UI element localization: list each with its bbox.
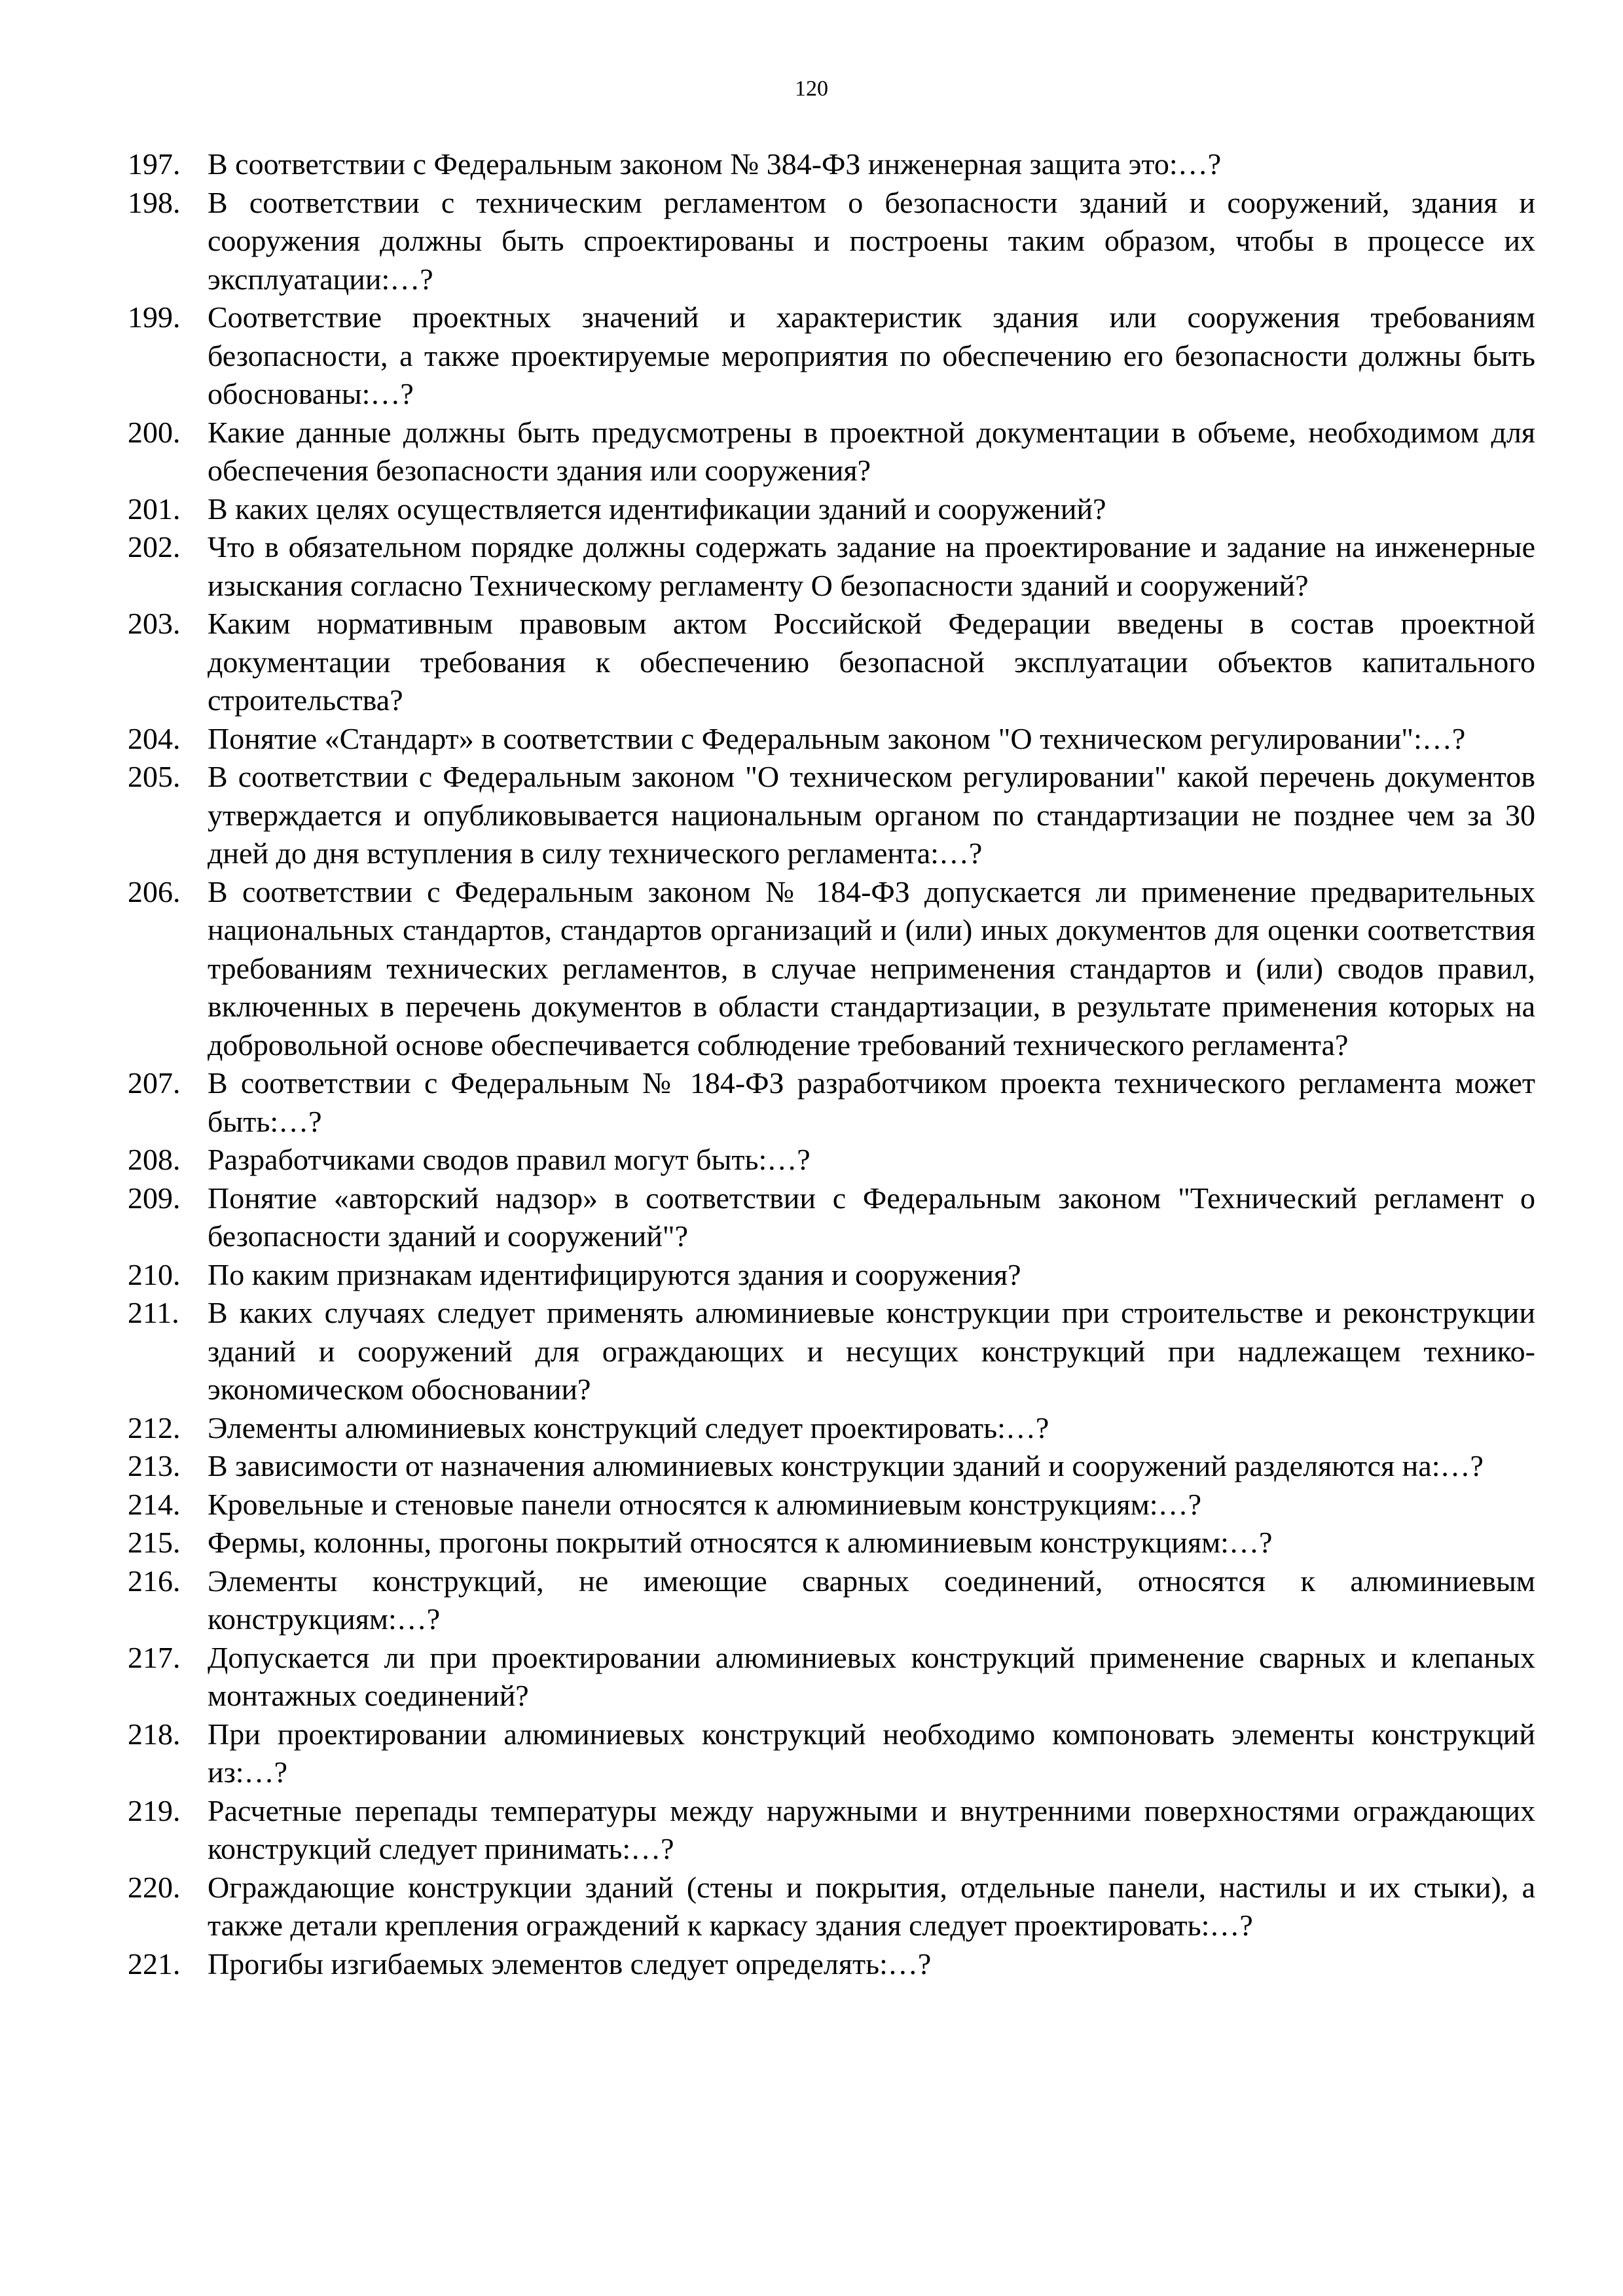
- question-item: [128, 1562, 1535, 1639]
- question-text: В соответствии с Федеральным законом "О техническом регулировании" какой перечень документов утверждается и опубликовывается национальным органом по стандартизации не позднее чем за 30 дней до дня вступления в силу технического регламента:…?: [208, 760, 1535, 870]
- question-text: В соответствии с техническим регламентом о безопасности зданий и сооружений, здания и сооружения должны быть спроектированы и построены таким образом, чтобы в процессе их эксплуатации:…?: [208, 185, 1535, 296]
- question-item: [128, 145, 1535, 184]
- question-text: Какие данные должны быть предусмотрены в проектной документации в объеме, необходимом для обеспечения безопасности здания или сооружения?: [208, 415, 1535, 487]
- question-text: Допускается ли при проектировании алюминиевых конструкций применение сварных и клепаных монтажных соединений?: [208, 1640, 1535, 1712]
- question-number: 209.: [128, 1181, 181, 1215]
- question-text: Каким нормативным правовым актом Российской Федерации введены в состав проектной документации требования к обеспечению безопасной эксплуатации объектов капитального строительства?: [208, 607, 1535, 717]
- question-number: 199.: [128, 300, 181, 334]
- question-text: Прогибы изгибаемых элементов следует определять:…?: [208, 1946, 932, 1981]
- question-list: [128, 145, 1535, 1983]
- question-text: Расчетные перепады температуры между наружными и внутренними поверхностями ограждающих конструкций следует принимать:…?: [208, 1793, 1535, 1865]
- question-text: При проектировании алюминиевых конструкций необходимо компоновать элементы конструкций из:…?: [208, 1717, 1535, 1789]
- question-text: Кровельные и стеновые панели относятся к алюминиевым конструкциям:…?: [208, 1487, 1201, 1521]
- question-text: В зависимости от назначения алюминиевых конструкции зданий и сооружений разделяются на:…?: [208, 1449, 1484, 1482]
- question-item: [128, 298, 1535, 414]
- question-number: 212.: [128, 1410, 181, 1444]
- question-text: В каких целях осуществляется идентификации зданий и сооружений?: [208, 492, 1106, 526]
- question-number: 201.: [128, 492, 181, 526]
- question-number: 221.: [128, 1946, 181, 1981]
- question-item: [128, 1792, 1535, 1869]
- question-item: [128, 414, 1535, 490]
- question-number: 218.: [128, 1717, 181, 1751]
- question-text: Соответствие проектных значений и характеристик здания или сооружения требованиям безопасности, а также проектируемые мероприятия по обеспечению его безопасности должны быть обоснованы:…?: [208, 300, 1535, 410]
- question-item: [128, 1486, 1535, 1524]
- question-text: В соответствии с Федеральным законом № 384-ФЗ инженерная защита это:…?: [208, 147, 1222, 181]
- question-item: [128, 1256, 1535, 1295]
- question-number: 219.: [128, 1793, 181, 1827]
- question-item: [128, 720, 1535, 759]
- question-number: 214.: [128, 1487, 181, 1521]
- question-text: Фермы, колонны, прогоны покрытий относятся к алюминиевым конструкциям:…?: [208, 1526, 1273, 1559]
- question-text: В соответствии с Федеральным № 184-ФЗ разработчиком проекта технического регламента может быть:…?: [208, 1066, 1535, 1138]
- page-number: 120: [795, 77, 828, 101]
- question-item: [128, 528, 1535, 605]
- question-number: 206.: [128, 874, 181, 908]
- question-item: [128, 605, 1535, 720]
- question-text: По каким признакам идентифицируются здания и сооружения?: [208, 1257, 1021, 1291]
- question-number: 202.: [128, 530, 181, 564]
- question-item: [128, 758, 1535, 873]
- question-text: Разработчиками сводов правил могут быть:…?: [208, 1143, 811, 1176]
- question-number: 204.: [128, 721, 181, 755]
- question-item: [128, 1141, 1535, 1179]
- question-item: [128, 1179, 1535, 1256]
- question-item: [128, 873, 1535, 1065]
- question-item: [128, 1945, 1535, 1984]
- question-item: [128, 1869, 1535, 1945]
- question-text: Понятие «Стандарт» в соответствии с Федеральным законом "О техническом регулировании":…?: [208, 721, 1466, 755]
- question-text: Ограждающие конструкции зданий (стены и покрытия, отдельные панели, настилы и их стыки), а также детали крепления ограждений к каркасу здания следует проектировать:…?: [208, 1870, 1535, 1942]
- question-number: 211.: [128, 1296, 179, 1329]
- question-item: [128, 1447, 1535, 1486]
- question-item: [128, 1639, 1535, 1715]
- question-number: 213.: [128, 1449, 181, 1482]
- question-number: 215.: [128, 1526, 181, 1559]
- question-text: Что в обязательном порядке должны содержать задание на проектирование и задание на инженерные изыскания согласно Техническому регламенту О безопасности зданий и сооружений?: [208, 530, 1535, 602]
- question-item: [128, 490, 1535, 529]
- question-text: В каких случаях следует применять алюминиевые конструкции при строительстве и реконструкции зданий и сооружений для ограждающих и несущих конструкций при надлежащем технико-экономическом обосновании?: [208, 1296, 1535, 1406]
- question-number: 207.: [128, 1066, 181, 1100]
- question-item: [128, 1715, 1535, 1792]
- question-number: 217.: [128, 1640, 181, 1674]
- question-number: 203.: [128, 607, 181, 640]
- question-item: [128, 1294, 1535, 1409]
- question-number: 205.: [128, 760, 181, 793]
- question-item: [128, 1409, 1535, 1448]
- question-number: 200.: [128, 415, 181, 449]
- question-item: [128, 1524, 1535, 1562]
- question-number: 220.: [128, 1870, 181, 1904]
- question-number: 210.: [128, 1257, 181, 1291]
- question-item: [128, 184, 1535, 299]
- question-number: 216.: [128, 1564, 181, 1598]
- question-text: Понятие «авторский надзор» в соответствии с Федеральным законом "Технический регламент о безопасности зданий и сооружений"?: [208, 1181, 1535, 1253]
- question-text: В соответствии с Федеральным законом № 184-ФЗ допускается ли применение предварительных национальных стандартов, стандартов организаций и (или) иных документов для оценки соответствия требованиям технических регламентов, в случае неприменения стандартов и (или) сводов правил, включенных в перечень документов в области стандартизации, в результате применения которых на добровольной основе обеспечивается соблюдение требований технического регламента?: [208, 874, 1535, 1062]
- question-number: 208.: [128, 1143, 181, 1176]
- question-item: [128, 1064, 1535, 1141]
- question-text: Элементы конструкций, не имеющие сварных соединений, относятся к алюминиевым конструкциям:…?: [208, 1564, 1535, 1636]
- question-number: 197.: [128, 147, 181, 181]
- question-number: 198.: [128, 185, 181, 219]
- question-text: Элементы алюминиевых конструкций следует проектировать:…?: [208, 1410, 1049, 1444]
